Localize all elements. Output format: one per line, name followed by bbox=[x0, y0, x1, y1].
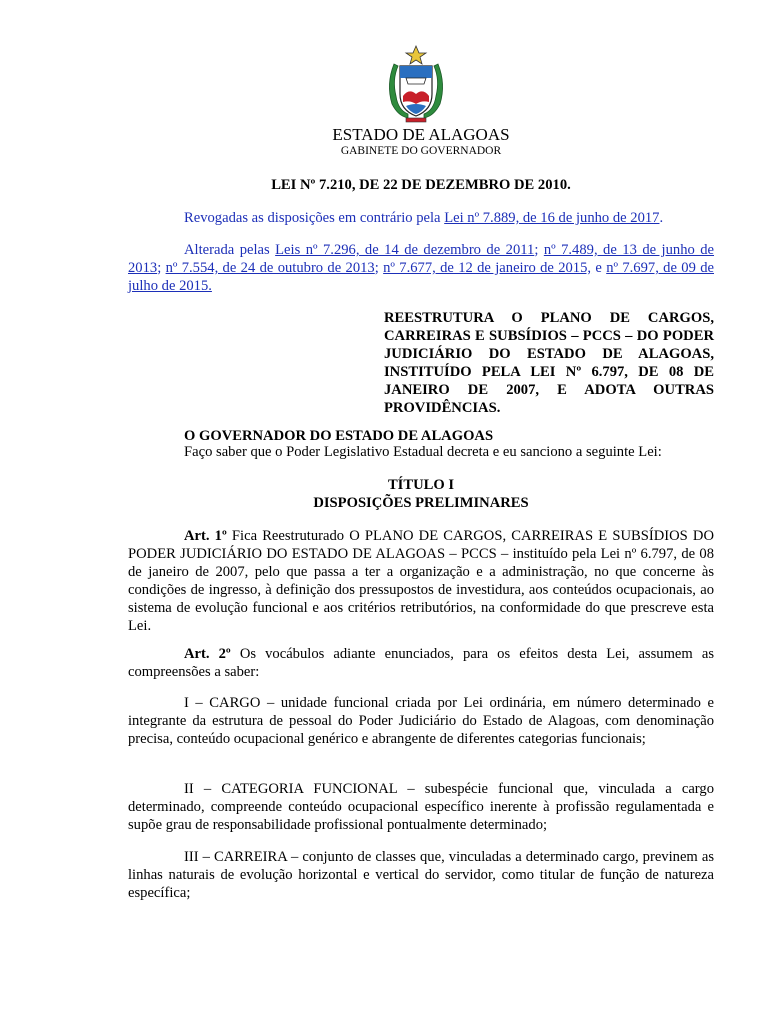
article-1-text: Fica Reestruturado O PLANO DE CARGOS, CARREIRAS E SUBSÍDIOS DO PODER JUDICIÁRIO DO ESTADO DE ALAGOAS – PCCS – instituído pela Lei nº 6.797, de 08 de janeiro de 2007, pelo que passa a ter a organização e a administração, no que concerne às condições de ingresso, à definição dos pressupostos de investidura, aos conteúdos ocupacionais, ao sistema de evolução funcional e aos critérios retributórios, na conformidade do que prescreve esta Lei. bbox=[128, 528, 714, 634]
amendments-prefix: Alterada pelas bbox=[184, 242, 276, 258]
revocation-prefix: Revogadas as disposições em contrário pela bbox=[184, 210, 445, 226]
article-1 bbox=[128, 527, 714, 635]
law-title: LEI Nº 7.210, DE 22 DE DEZEMBRO DE 2010. bbox=[271, 177, 571, 193]
revocation-suffix: . bbox=[659, 210, 664, 226]
amendments-separator: ; bbox=[157, 260, 166, 276]
amendments-separator: ; bbox=[534, 242, 544, 258]
amending-law-link-5[interactable]: nº 7.697, de 09 de julho de 2015. bbox=[128, 260, 714, 294]
article-2-item-2: II – CATEGORIA FUNCIONAL – subespécie funcional que, vinculada a cargo determinado, compreende conteúdo ocupacional específico inerente à profissão regulamentada e supõe grau de responsabilidade profissional pontualmente determinado; bbox=[128, 781, 714, 833]
article-2-item-3: III – CARREIRA – conjunto de classes que, vinculadas a determinado cargo, previnem as linhas naturais de evolução horizontal e vertical do servidor, como titular de função de natureza específica; bbox=[128, 849, 714, 901]
amending-law-link-4[interactable]: nº 7.677, de 12 de janeiro de 2015, bbox=[383, 260, 592, 276]
title-heading: TÍTULO I bbox=[387, 477, 455, 493]
article-2-text: Os vocábulos adiante enunciados, para os efeitos desta Lei, assumem as compreensões a saber: bbox=[128, 646, 715, 680]
law-summary: REESTRUTURA O PLANO DE CARGOS, CARREIRAS E SUBSÍDIOS – PCCS – DO PODER JUDICIÁRIO DO ESTADO DE ALAGOAS, INSTITUÍDO PELA LEI Nº 6.797, DE 08 DE JANEIRO DE 2007, E ADOTA OUTRAS PROVIDÊNCIAS. bbox=[384, 310, 714, 416]
amending-law-link-2[interactable]: nº 7.489, de 13 de junho de 2013 bbox=[128, 242, 715, 276]
revoking-law-link[interactable]: Lei nº 7.889, de 16 de junho de 2017 bbox=[444, 210, 660, 226]
article-1-label: Art. 1º bbox=[184, 528, 227, 544]
amendments-note bbox=[128, 241, 714, 295]
article-2-label: Art. 2º bbox=[184, 646, 231, 662]
state-name: ESTADO DE ALAGOAS bbox=[332, 125, 510, 144]
amendments-separator: e bbox=[591, 260, 607, 276]
title-subheading: DISPOSIÇÕES PRELIMINARES bbox=[313, 495, 529, 511]
governor-heading: O GOVERNADOR DO ESTADO DE ALAGOAS bbox=[184, 428, 494, 444]
revocation-note bbox=[128, 209, 714, 227]
enactment-formula: Faço saber que o Poder Legislativo Estadual decreta e eu sanciono a seguinte Lei: bbox=[184, 444, 662, 460]
amending-law-link-1[interactable]: Leis nº 7.296, de 14 de dezembro de 2011 bbox=[275, 242, 535, 258]
article-2 bbox=[128, 645, 714, 681]
article-2-item-1: I – CARGO – unidade funcional criada por Lei ordinária, em número determinado e integrante da estrutura de pessoal do Poder Judiciário do Estado de Alagoas, com denominação precisa, conteúdo ocupacional genérico e abrangente de diferentes categorias funcionais; bbox=[128, 695, 714, 747]
amendments-separator: ; bbox=[374, 260, 384, 276]
cabinet-name: GABINETE DO GOVERNADOR bbox=[340, 145, 502, 157]
amending-law-link-3[interactable]: nº 7.554, de 24 de outubro de 2013 bbox=[165, 260, 375, 276]
state-coat-of-arms-icon bbox=[384, 44, 448, 126]
